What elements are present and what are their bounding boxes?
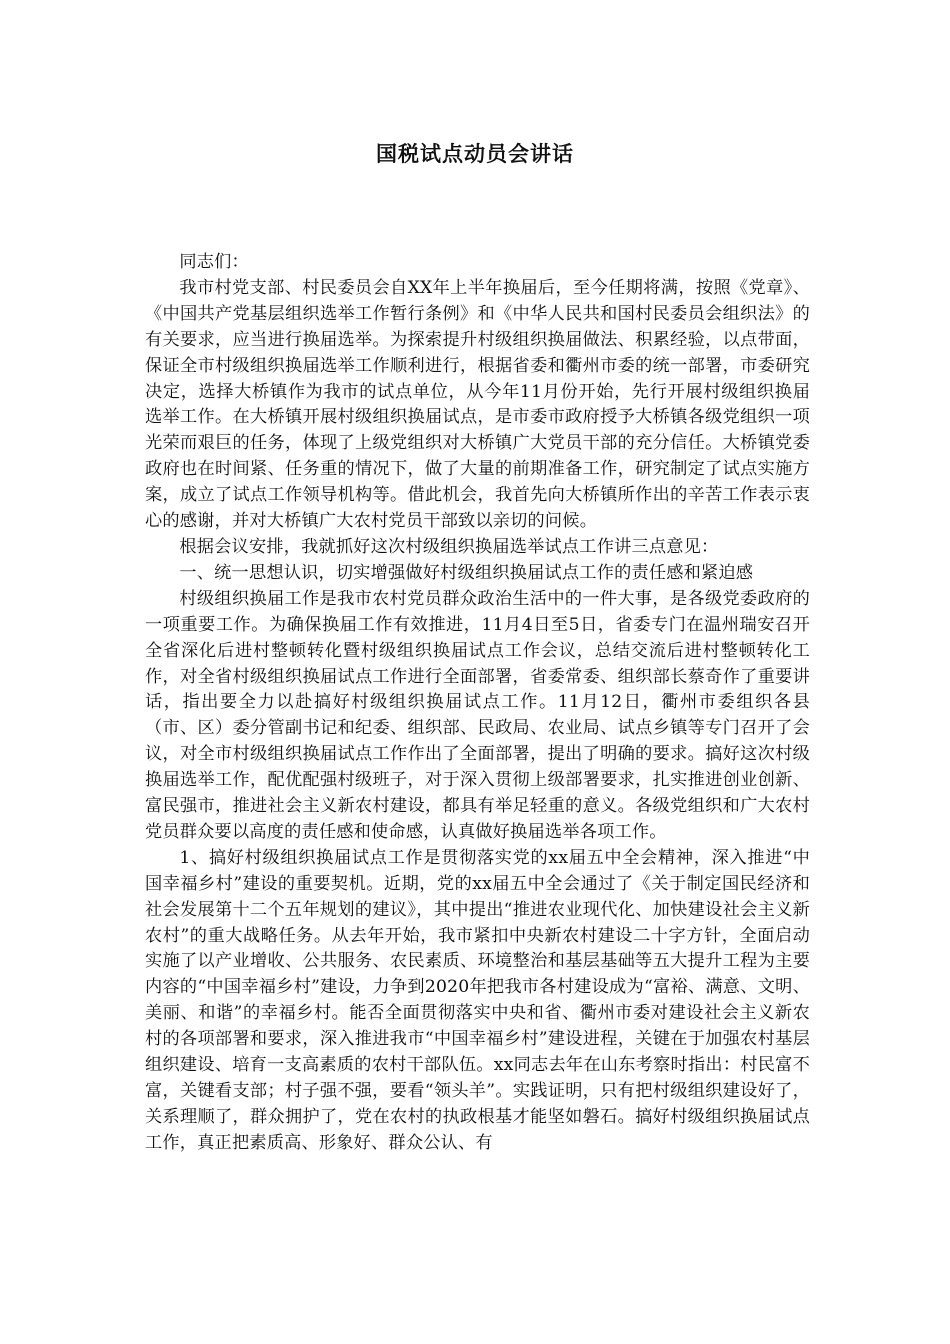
section-heading: 一、统一思想认识，切实增强做好村级组织换届试点工作的责任感和紧迫感 bbox=[179, 562, 754, 583]
document-title: 国税试点动员会讲话 bbox=[376, 142, 574, 166]
body-paragraph: 我市村党支部、村民委员会自XX年上半年换届后，至今任期将满，按照《党章》、《中国共产党基层组织选举工作暂行条例》和《中华人民共和国村民委员会组织法》的有关要求，应当进行换届选举。为探索提升村级组织换届做法、积累经验，以点带面，保证全市村级组织换届选举工作顺利进行，根据省委和衢州市委的统一部署，市委研究决定，选择大桥镇作为我市的试点单位，从今年11月份开始，先行开展村级组织换届选举工作。在大桥镇开展村级组织换届试点，是市委市政府授予大桥镇各级党组织一项光荣而艰巨的任务，体现了上级党组织对大桥镇广大党员干部的充分信任。大桥镇党委政府也在时间紧、任务重的情况下，做了大量的前期准备工作，研究制定了试点实施方案，成立了试点工作领导机构等。借此机会，我首先向大桥镇所作出的辛苦工作表示衷心的感谢，并对大桥镇广大农村党员干部致以亲切的问候。 bbox=[145, 277, 810, 532]
salutation-paragraph: 同志们： bbox=[179, 252, 249, 272]
document-body bbox=[145, 250, 810, 1157]
body-paragraph: 根据会议安排，我就抓好这次村级组织换届选举试点工作讲三点意见： bbox=[179, 536, 719, 557]
body-paragraph: 村级组织换届工作是我市农村党员群众政治生活中的一件大事，是各级党委政府的一项重要工作。为确保换届工作有效推进，11月4日至5日，省委专门在温州瑞安召开全省深化后进村整顿转化暨村级组织换届试点工作会议，总结交流后进村整顿转化工作，对全省村级组织换届试点工作进行全面部署，省委常委、组织部长蔡奇作了重要讲话，指出要全力以赴搞好村级组织换届试点工作。11月12日，衢州市委组织各县（市、区）委分管副书记和纪委、组织部、民政局、农业局、试点乡镇等专门召开了会议，对全市村级组织换届试点工作作出了全面部署，提出了明确的要求。搞好这次村级换届选举工作，配优配强村级班子，对于深入贯彻上级部署要求，扎实推进创业创新、富民强市，推进社会主义新农村建设，都具有举足轻重的意义。各级党组织和广大农村党员群众要以高度的责任感和使命感，认真做好换届选举各项工作。 bbox=[145, 588, 810, 842]
body-paragraph: 1、搞好村级组织换届试点工作是贯彻落实党的xx届五中全会精神，深入推进“中国幸福乡村”建设的重要契机。近期，党的xx届五中全会通过了《关于制定国民经济和社会发展第十二个五年规划的建议》，其中提出“推进农业现代化、加快建设社会主义新农村”的重大战略任务。从去年开始，我市紧扣中央新农村建设二十字方针，全面启动实施了以产业增收、公共服务、农民素质、环境整治和基层基础等五大提升工程为主要内容的“中国幸福乡村”建设，力争到2020年把我市各村建设成为“富裕、满意、文明、美丽、和谐”的幸福乡村。能否全面贯彻落实中央和省、衢州市委对建设社会主义新农村的各项部署和要求，深入推进我市“中国幸福乡村”建设进程，关键在于加强农村基层组织建设、培育一支高素质的农村干部队伍。xx同志去年在山东考察时指出：村民富不富，关键看支部；村子强不强，要看“领头羊”。实践证明，只有把村级组织建设好了，关系理顺了，群众拥护了，党在农村的执政根基才能坚如磐石。搞好村级组织换届试点工作，真正把素质高、形象好、群众公认、有 bbox=[145, 847, 810, 1153]
